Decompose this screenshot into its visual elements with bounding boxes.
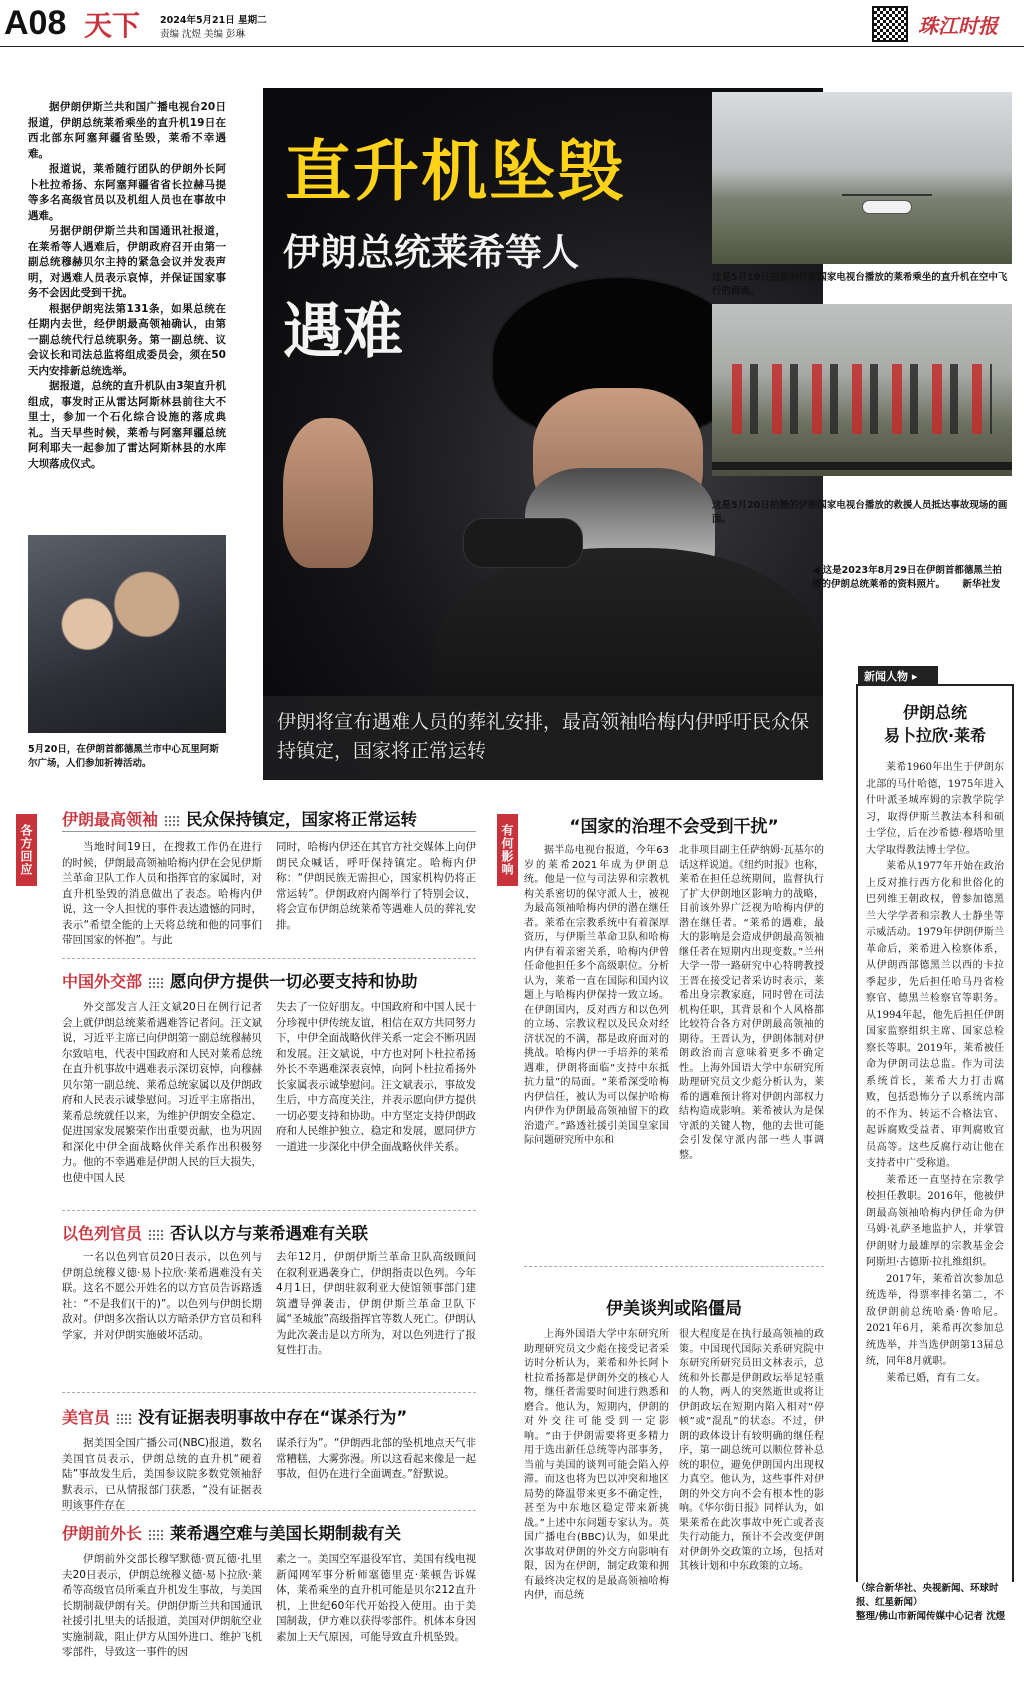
section-tag: 美官员 <box>62 1408 111 1427</box>
hero-title-sub: 伊朗总统莱希等人 <box>283 230 579 274</box>
raisi-raised-hand <box>283 418 373 568</box>
dots-icon <box>148 1529 164 1541</box>
portrait-caption-text: ◀ 这是2023年8月29日在伊朗首都德黑兰拍摄的伊朗总统莱希的资料照片。 新华社发 <box>812 565 1002 590</box>
portrait-credit: 新华社发 <box>962 579 1001 590</box>
talks-body <box>524 1328 824 1678</box>
section-khamenei-body <box>62 840 476 949</box>
lead-paragraph: 另据伊朗伊斯兰共和国通讯社报道，在莱希等人遇难后，伊朗政府召开由第一副总统穆赫贝尔主持的紧急会议并发表声明，对遇难人员表示哀悼，并保证国家事务不会因此受到干扰。 <box>28 225 226 299</box>
article-text: 伊朗前外交部长穆罕默德·贾瓦德·扎里夫20日表示，伊朗总统穆义德·易卜拉欣·莱希等高级官员所乘直升机发生事故，与美国长期制裁伊朗有关。伊朗伊斯兰共和国通讯社援引扎里夫的话报道，美国对伊朗航空业实施制裁，阻止伊方从国外进口、维护飞机零部件，导致这一事件的因 <box>62 1553 262 1658</box>
section-israel-header <box>62 1220 476 1246</box>
caption-arrow-icon: ◀ <box>812 565 823 576</box>
profile-paragraph: 莱希从1977年开始在政治上反对推行西方化和世俗化的巴列维王朝政权，曾参加德黑兰大学学者和宗教人士静坐等示威活动。1979年伊朗伊斯兰革命后，莱希进入检察体系，从伊朗西部德黑兰以西的卡拉季起步，先后担任哈马丹省检察官、德黑兰检察官等职务。从1994年起，他先后担任伊朗国家监察组织主席、国家总检察长等职。2019年，莱希被任命为伊朗司法总监。作为司法系统首长，莱希大力打击腐败，包括恐怖分子以系统内部的不作为、转运不合格法官、起诉腐败受益者、审判腐败官员高等。这些反腐行动让他在支持者中广受称道。 <box>866 861 1004 1169</box>
divider <box>62 1510 476 1511</box>
section-tag: 伊朗前外长 <box>62 1524 143 1543</box>
divider <box>524 1266 824 1267</box>
qr-code-icon <box>872 6 908 42</box>
section-tag: 以色列官员 <box>62 1224 143 1243</box>
lead-paragraph: 据伊朗伊斯兰共和国广播电视台20日报道，伊朗总统莱希乘坐的直升机19日在西北部东阿塞拜疆省坠毁，莱希不幸遇难。 <box>28 101 226 160</box>
profile-paragraph: 莱希1960年出生于伊朗东北部的马什哈德，1975年进入什叶派圣城库姆的宗教学院学习，取得伊斯兰教法本科和硕士学位，后在沙希德·穆塔哈里大学取得教法博士学位。 <box>866 762 1004 856</box>
section-china-header <box>62 968 476 994</box>
profile-title-line1: 伊朗总统 <box>902 703 967 722</box>
microphone <box>463 518 583 568</box>
helicopter-icon <box>862 200 912 214</box>
dots-icon <box>148 977 164 989</box>
article-text: 一名以色列官员20日表示，以色列与伊朗总统穆义德·易卜拉欣·莱希遇难没有关联。这名不愿公开姓名的以方官员告诉路透社：“不是我们(干的)”。以色列与伊朗长期敌对。伊朗多次指认以方暗杀伊方官员和科学家，并对伊朗实施破坏活动。 <box>62 1251 262 1341</box>
section-title: 莱希遇空难与美国长期制裁有关 <box>170 1524 402 1543</box>
talks-title: 伊美谈判或陷僵局 <box>606 1299 742 1319</box>
helicopter-photo-caption: 这是5月19日拍摄的伊朗国家电视台播放的莱希乘坐的直升机在空中飞行的画面。 <box>712 272 1008 297</box>
helicopter-rotor <box>842 194 932 196</box>
profile-title-line2: 易卜拉欣·莱希 <box>883 726 987 745</box>
section-foreign-body <box>62 1552 476 1678</box>
issue-date: 2024年5月21日 星期二 <box>160 15 267 26</box>
section-tag: 伊朗最高领袖 <box>62 810 159 829</box>
editors-credit: 责编 沈煜 美编 彭琳 <box>160 29 246 40</box>
dots-icon <box>148 1229 164 1241</box>
article-text: 很大程度是在执行最高领袖的政策。中国现代国际关系研究院中东研究所研究员田文林表示，总统和外长都是伊朗政坛举足轻重的人物，两人的突然逝世或将让伊朗政坛在短期内陷入相对“停顿”或“混乱”的状态。不过，伊朗的政体设计有较明确的继任程序，第一副总统可以顺位替补总统的职位，避免伊朗国内出现权力真空。他认为，这些事件对伊朗的外交方向不会有根本性的影响。《华尔街日报》同样认为，如果莱希在此次事故中死亡或者丧失行动能力，预计不会改变伊朗对伊朗外交政策的立场，包括对其核计划和中东政策的立场。 <box>679 1329 824 1572</box>
header-rule <box>0 46 1024 47</box>
helicopter-photo <box>712 92 1012 264</box>
section-israel-body <box>62 1250 476 1359</box>
article-text: 素之一。美国空军退役军官、美国有线电视新闻网军事分析师塞德里克·莱顿告诉媒体，莱希乘坐的直升机可能是贝尔212直升机，上世纪60年代开始投入使用。由于美国制裁，伊方难以获得零部件。机体本身因素加上天气原因，可能导致直升机坠毁。 <box>276 1553 476 1643</box>
divider <box>62 1210 476 1211</box>
rescuers-group <box>732 364 992 434</box>
article-text: 据半岛电视台报道，今年63岁的莱希2021年成为伊朗总统。他是一位与司法界和宗教机构关系密切的保守派人士，被视为最高领袖哈梅内伊的潜在继任者。莱希在宗教系统中有着深厚资历，与伊斯兰革命卫队和哈梅内伊有着亲密关系，哈梅内伊曾任命他担任多个高级职位。分析认为，莱希一直在国际和国内议题上与哈梅内伊保持一致立场。在伊朗国内，反对西方和以色列的立场、宗教议程以及民众对经济状况的不满，都是政府面对的挑战。哈梅内伊一手培养的莱希遇难，伊朗将面临“支持中东抵抗力量”的局面。“莱希深受哈梅内伊信任，被认为可以保护哈梅内伊作为伊朗最高领袖留下的政治遗产。”路透社援引美国皇家国际问题研究所中东和 <box>524 845 669 1146</box>
article-text: 当地时间19日，在搜救工作仍在进行的时候，伊朗最高领袖哈梅内伊在会见伊斯兰革命卫队工作人员和指挥官的家属时，对直升机坠毁的消息做出了表态。哈梅内伊说，这一令人担忧的事件表达遗憾的同时，表示“希望全能的上天将总统和他的同事们带回国家的怀抱”。与此 <box>62 841 262 946</box>
article-text: 外交部发言人汪文斌20日在例行记者会上就伊朗总统莱希遇难答记者问。汪文斌说，习近平主席已向伊朗第一副总统穆赫贝尔致唁电，代表中国政府和人民对莱希总统在直升机事故中遇难表示深切哀悼，向穆赫贝尔第一副总统、莱希总统家属以及伊朗政府和人民表示诚挚慰问。习近平主席指出，莱希总统就任以来，为维护伊朗安全稳定、促进国家发展繁荣作出重要贡献，也为巩固和深化中伊全面战略伙伴关系作出积极努力。他的不幸遇难是伊朗人民的巨大损失，也使中国人民 <box>62 1001 262 1184</box>
section-foreign-header <box>62 1520 476 1546</box>
section-title: 天下 <box>84 9 141 42</box>
dots-icon <box>164 815 180 827</box>
lead-paragraph: 报道说，莱希随行团队的伊朗外长阿卜杜拉希扬、东阿塞拜疆省省长拉赫马提等多名高级官员以及机组人员也在事故中遇难。 <box>28 163 226 222</box>
prayer-photo-caption: 5月20日，在伊朗首都德黑兰市中心瓦里阿斯尔广场，人们参加祈祷活动。 <box>28 744 219 769</box>
dots-icon <box>116 1413 132 1425</box>
analysis-title: “国家的治理不会受到干扰” <box>569 817 779 837</box>
hero-subtitle: 伊朗将宣布遇难人员的葬礼安排，最高领袖哈梅内伊呼吁民众保持镇定，国家将正常运转 <box>277 711 810 762</box>
article-text: 同时，哈梅内伊还在其官方社交媒体上向伊朗民众喊话，呼吁保持镇定。哈梅内伊称：“伊朗民族无需担心，国家机构仍将正常运转”。伊朗政府内阁举行了特别会议，将会宣布伊朗总统莱希等遇难人员的葬礼安排。 <box>276 841 476 931</box>
prayer-photo <box>28 535 226 733</box>
rescue-photo <box>712 304 1012 476</box>
profile-box <box>856 684 1014 1624</box>
section-title: 愿向伊方提供一切必要支持和协助 <box>170 972 418 991</box>
article-text: 去年12月，伊朗伊斯兰革命卫队高级顾问在叙利亚遇袭身亡，伊朗指责以色列。今年4月1日，伊朗驻叙利亚大使馆领事部门建筑遭导弹袭击，伊朗伊斯兰革命卫队下属“圣城旅”高级指挥官等数人死亡。伊朗认为此次袭击是以方所为，对以色列进行了报复性打击。 <box>276 1251 476 1356</box>
profile-paragraph: 莱希还一直坚持在宗教学校担任教职。2016年，他被伊朗最高领袖哈梅内伊任命为伊马姆·礼萨圣地监护人，并掌管伊朗财力最雄厚的宗教基金会阿斯坦·古德斯·拉扎维组织。 <box>866 1174 1004 1268</box>
lead-paragraph: 根据伊朗宪法第131条，如果总统在任期内去世，经伊朗最高领袖确认，由第一副总统代行总统职务。第一副总统、议会议长和司法总监将组成委员会，须在50天内安排新总统选举。 <box>28 302 226 377</box>
divider <box>62 1392 476 1393</box>
profile-paragraph: 莱希已婚，育有二女。 <box>886 1372 986 1384</box>
arrow-right-icon: ▸ <box>908 670 918 683</box>
masthead-logo: 珠江时报 <box>918 14 998 38</box>
article-text: 失去了一位好朋友。中国政府和中国人民十分珍视中伊传统友谊，相信在双方共同努力下，中伊全面战略伙伴关系一定会不断巩固和发展。汪文斌说，中方也对阿卜杜拉希扬外长不幸遇难深表哀悼，向阿卜杜拉希扬外长家属表示诚挚慰问。汪文斌表示，事故发生后，中方高度关注，并表示愿向伊方提供一切必要支持和协助。中方坚定支持伊朗政府和人民维护独立、稳定和发展，愿同伊方一道进一步深化中伊全面战略伙伴关系。 <box>276 1001 476 1153</box>
page-header <box>0 0 1024 48</box>
section-china-body <box>62 1000 476 1186</box>
section-khamenei-header <box>62 806 476 832</box>
page-number: A08 <box>4 4 67 42</box>
analysis-body <box>524 844 824 1244</box>
hero-title-main: 直升机坠毁 <box>285 132 625 210</box>
hero-title-died: 遇难 <box>283 297 403 367</box>
section-title: 民众保持镇定，国家将正常运转 <box>186 810 418 829</box>
tag-impact: 有何影响 <box>497 814 518 886</box>
lead-story <box>28 100 226 472</box>
section-us-header <box>62 1404 476 1430</box>
article-text: 北非项目副主任萨纳姆·瓦基尔的话这样说道。《纽约时报》也称，莱希在担任总统期间，监督执行了扩大伊朗地区影响力的战略，目前该外界广泛视为哈梅内伊的潜在继任者。“莱希的遇难，最大的影响是会造成伊朗最高领袖继任者在短期内出现变数。”兰州大学一带一路研究中心特聘教授王晋在接受记者采访时表示，莱希出身宗教家庭，同时曾在司法机构任职，其背景和个人风格都比较符合各方对伊朗最高领袖的期待。王晋认为，伊朗体制对伊朗政治而言意味着更多不确定性。上海外国语大学中东研究所助理研究员文少彪分析认为，莱希的遇难预计将对伊朗内部权力结构造成影响。莱希被认为是保守派的关键人物，他的去世可能会引发保守派内部一些人事调整。 <box>679 845 824 1161</box>
article-text: 据美国全国广播公司(NBC)报道，数名美国官员表示，伊朗总统的直升机“硬着陆”事故发生后，美国参议院多数党领袖舒默表示，已从情报部门获悉，“没有证据表明该事件存在 <box>62 1437 262 1511</box>
section-title: 否认以方与莱希遇难有关联 <box>170 1224 369 1243</box>
rescue-photo-caption: 这是5月20日拍摄的伊朗国家电视台播放的救援人员抵达事故现场的画面。 <box>712 500 1008 525</box>
divider <box>62 958 476 959</box>
article-text: 谋杀行为”。“伊朗西北部的坠机地点天气非常糟糕，大雾弥漫。所以这看起来像是一起事故，但仍在进行全面调查。”舒默说。 <box>276 1437 476 1480</box>
lead-paragraph: 据报道，总统的直升机队由3架直升机组成，事发时正从雷达阿斯林县前往大不里士，参加一个石化综合设施的落成典礼。当天早些时候，莱希与阿塞拜疆总统阿利耶夫一起参加了雷达阿斯林县的水库大坝落成仪式。 <box>28 380 226 470</box>
tag-responses: 各方回应 <box>16 814 37 886</box>
sources-credit: （综合新华社、央视新闻、环球时报、红星新闻） 整理/佛山市新闻传媒中心记者 沈煜 <box>856 1582 1014 1624</box>
tv-progress-bar <box>712 462 1012 470</box>
section-title: 没有证据表明事故中存在“谋杀行为” <box>138 1408 408 1427</box>
section-us-body <box>62 1436 476 1514</box>
section-tag: 中国外交部 <box>62 972 143 991</box>
profile-tag: 新闻人物 ▸ <box>858 666 938 684</box>
profile-paragraph: 2017年，莱希首次参加总统选举，得票率排名第二，不敌伊朗前总统哈桑·鲁哈尼。2021年6月，莱希再次参加总统选举，并当选伊朗第13届总统，同年8月就职。 <box>866 1273 1004 1367</box>
article-text: 上海外国语大学中东研究所助理研究员文少彪在接受记者采访时分析认为，莱希和外长阿卜杜拉希扬都是伊朗外交的核心人物，继任者需要时间进行熟悉和磨合。他认为，短期内，伊朗的对外交往可能受到一定影响。“由于伊朗需要将更多精力用于选出新任总统等内部事务，当前与美国的谈判可能会陷入停滞。而这也将为巴以冲突和地区局势的降温带来更多不确定性，甚至为中东地区稳定带来新挑战。”上述中东问题专家认为。英国广播电台(BBC)认为，如果此次事故对伊朗的外交方向影响有限，因为在伊朗，制定政策和拥有最终决定权的是最高领袖哈梅内伊，而总统 <box>524 1329 669 1601</box>
hero-subtitle-box <box>263 696 823 780</box>
